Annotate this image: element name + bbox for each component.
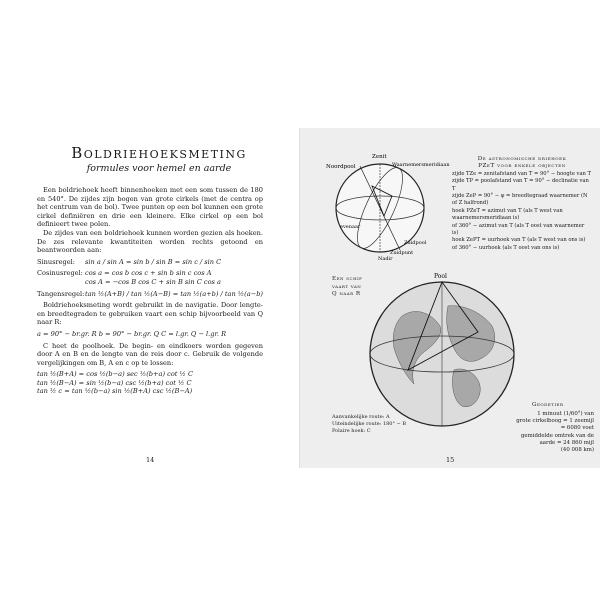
- cosinus-rule: Cosinusregel: cos a = cos b cos c + sin b sin c cos A: [37, 269, 212, 278]
- box-line: zijde TZe = zenitafstand van T = 90° − hoogte van T: [452, 170, 592, 177]
- right-page: [300, 128, 600, 468]
- astronomical-triangle-box: De astronomische driehoek PZeT voor enkele objecten zijde TZe = zenitafstand van T = 90° − hoogte van T zijde TP = poolafstand van T = 90° − declinatie van T zijde ZeP = 90° − φ = breedtegraad waarnemer (N of Z halfrond) hoek PZeT = azimut van T (als T west van waarnemersmeridiaan is) of 360° − azimut van T (als T oost van waarnemer is) hoek ZePT = uurhoek van T (als T west van ons is) of 360° − uurhoek (als T oost van ons is): [452, 156, 592, 251]
- equation: tan ½ c = tan ½(b−a) sin ½(B+A) csc ½(B−A): [37, 387, 193, 396]
- label-zenit: Zenit: [372, 154, 387, 160]
- page-number: 14: [146, 456, 155, 464]
- route-caption: Aanvankelijke route: A Uiteindelijke route: 180° − B Polaire hoek: C: [332, 414, 407, 434]
- box-line: hoek PZeT = azimut van T (als T west van waarnemersmeridiaan is): [452, 207, 563, 222]
- label-pool: Pool: [434, 273, 447, 280]
- label-zuidpunt: Zuidpunt: [390, 250, 414, 256]
- page-title: Boldriehoeksmeting: [71, 144, 247, 162]
- paragraph: C heet de poolhoek. De begin- en eindkoers worden gegeven door A en B en de lengte van de reis door c. Gebruik de volgende vergelijkingen om B, A en c op te lossen:: [37, 341, 263, 367]
- label-evenaar: evenaar: [340, 224, 361, 230]
- label-zuidpool: Zuidpool: [404, 240, 427, 246]
- geodetics-text: 1 minuut (1/60°) van grote cirkelboog = 1 zeemijl = 6080 voet gemiddelde omtrek van de aarde = 24 860 mijl (40 008 km): [516, 411, 594, 454]
- page-subtitle: formules voor hemel en aarde: [86, 163, 232, 174]
- equation: tan ½(B−A) = sin ½(b−a) csc ½(b+a) cot ½ C: [37, 378, 192, 387]
- cosinus-rule-2: cos A = −cos B cos C + sin B sin C cos a: [85, 277, 221, 286]
- box-line: of 360° − uurhoek (als T oost van ons is): [452, 244, 560, 251]
- equation: tan ½(B+A) = cos ½(b−a) sec ½(b+a) cot ½ C: [37, 370, 194, 379]
- label-meridiaan: Waarnemersmeridiaan: [392, 162, 450, 168]
- box-line: hoek ZePT = uurhoek van T (als T west van ons is): [452, 237, 586, 244]
- box-line: of 360° − azimut van T (als T oost van waarnemer is): [452, 222, 585, 237]
- paragraph: Een boldriehoek heeft binnenhoeken met een som tussen de 180 en 540°. De zijdes zijn bogen van grote cirkels (met de centra op het centrum van de bol). Twee punten op een bol kunnen een grote cirkel definiëren en drie een kleinere. Elke cirkel op een bol definieert twee polen.: [37, 186, 263, 229]
- left-page: [0, 128, 300, 468]
- body-text: [37, 186, 263, 396]
- label-nadir: Nadir: [378, 256, 393, 262]
- page-number: 15: [446, 456, 455, 464]
- paragraph: De zijdes van een boldriehoek kunnen worden gezien als hoeken. De zes relevante kwantiteiten worden rechts getoond en beantwoorden aan:: [37, 228, 263, 255]
- box-line: zijde ZeP = 90° − φ = breedtegraad waarnemer (N of Z halfrond): [452, 193, 588, 207]
- ship-heading: Een schip vaart van Q naar R: [332, 276, 363, 298]
- navigation-formula: a = 90° − br.gr. R b = 90° − br.gr. Q C = l.gr. Q − l.gr. R: [37, 329, 227, 338]
- paragraph: Boldriehoeksmeting wordt gebruikt in de navigatie. Door lengte- en breedtegraden te gebruiken vaart een schip bijvoorbeeld van Q naar R:: [37, 301, 263, 327]
- label-noordpool: Noordpool: [326, 164, 356, 170]
- celestial-sphere-illustration: [320, 146, 450, 266]
- tangens-rule: Tangensregel: tan ½(A+B) / tan ½(A−B) = tan ½(a+b) / tan ½(a−b): [37, 289, 263, 298]
- box-line: zijde TP = poolafstand van T = 90° − declinatie van T: [452, 178, 589, 192]
- sinus-rule: Sinusregel: sin a / sin A = sin b / sin B = sin c / sin C: [37, 257, 222, 266]
- geodetics-heading: Geodetier: [532, 402, 564, 408]
